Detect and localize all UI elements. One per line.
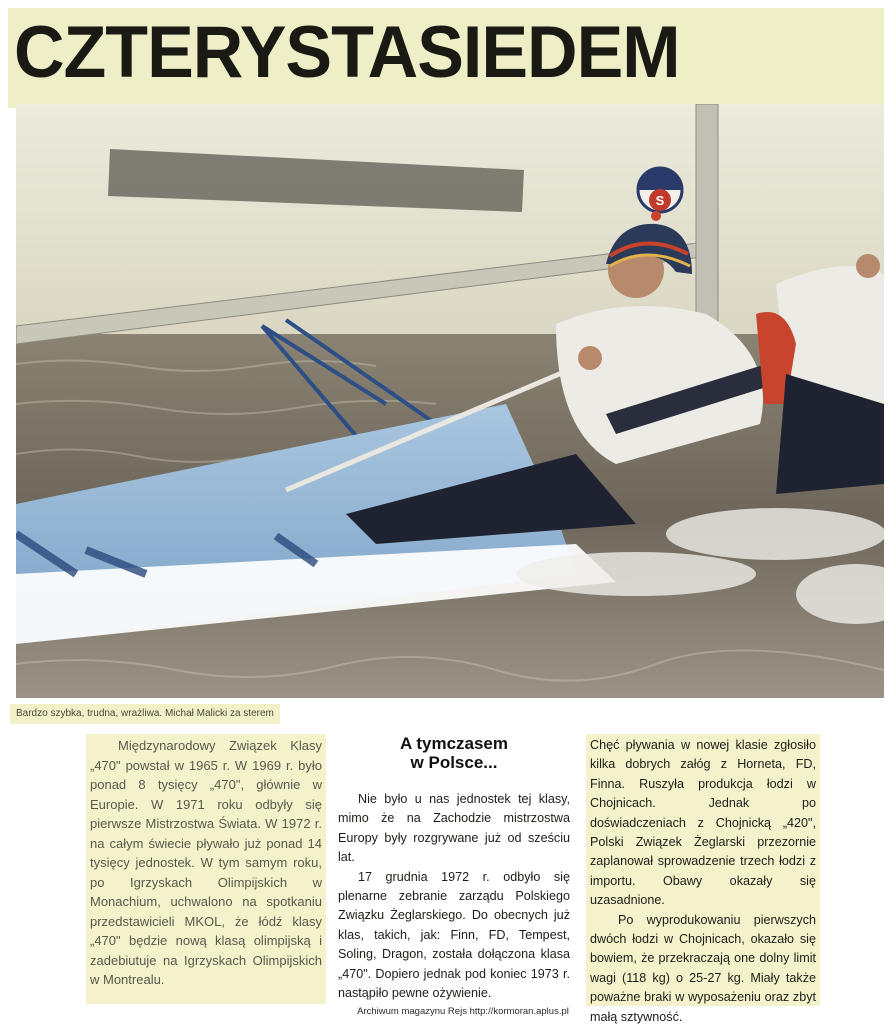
section-heading-line1: A tymczasem — [399, 734, 509, 753]
masthead-title: CZTERYSTASIEDEM — [14, 11, 680, 93]
column-right — [586, 734, 820, 1024]
column-left-paragraph: Międzynarodowy Związek Klasy „470" powstał w 1965 r. W 1969 r. było ponad 8 tysięcy „470", głównie w Europie. W 1971 roku odbyły się pierwsze Mistrzostwa Świata. W 1972 r. na całym świecie pływało już ponad 14 tysięcy jednostek. W tym samym roku, po Igrzyskach Olimpijskich w Monachium, uchwalono na spotkaniu przedstawicieli MKOL, że łódź klasy „470" będzie nową klasą olimpijską i zadebiutuje na Igrzyskach Olimpijskich w Montrealu. — [90, 738, 322, 987]
column-middle-paragraph-1: Nie było u nas jednostek tej klasy, mimo że na Zachodzie mistrzostwa Europy były rozgrywane już od sześciu lat. — [338, 792, 570, 865]
sail-badge-letter: S — [655, 193, 665, 208]
section-heading — [338, 734, 570, 772]
column-right-paragraph-1: Chęć pływania w nowej klasie zgłosiło kilka dobrych załóg z Horneta, FD, Finna. Ruszyła produkcja łodzi w Chojnicach. Jednak po doświadczeniach z Chojnicką „420", Polski Związek Żeglarski przezornie zaplanował sprowadzenie trzech łodzi z importu. Obawy okazały się uzasadnione. — [590, 738, 816, 908]
photo-illustration — [16, 104, 884, 698]
column-right-paragraph-2: Po wyprodukowaniu pierwszych dwóch łodzi w Chojnicach, okazało się bowiem, że przekraczają one dolny limit wagi (118 kg) o 25-27 kg. Miały także poważne braki w wyposażeniu oraz zbyt małą sztywność. — [590, 912, 816, 1024]
sail-badge — [638, 168, 682, 212]
column-left — [86, 734, 326, 1004]
column-middle-paragraph-2: 17 grudnia 1972 r. odbyło się plenarne zebranie zarządu Polskiego Związku Żeglarskiego. Do obecnych już klas, takich, jak: Finn, FD, Tempest, Soling, Dragon, została dołączona klasa „470". Dopiero jednak pod koniec 1973 r. nastąpiło pewne ożywienie. — [338, 869, 570, 1001]
photo-caption: Bardzo szybka, trudna, wrażliwa. Michał Malicki za sterem — [10, 704, 280, 724]
section-heading-line2: w Polsce... — [410, 753, 498, 772]
column-middle — [338, 732, 570, 1012]
archive-credit: Archiwum magazynu Rejs http://kormoran.aplus.pl — [357, 1006, 569, 1017]
sailing-photo — [16, 104, 884, 698]
